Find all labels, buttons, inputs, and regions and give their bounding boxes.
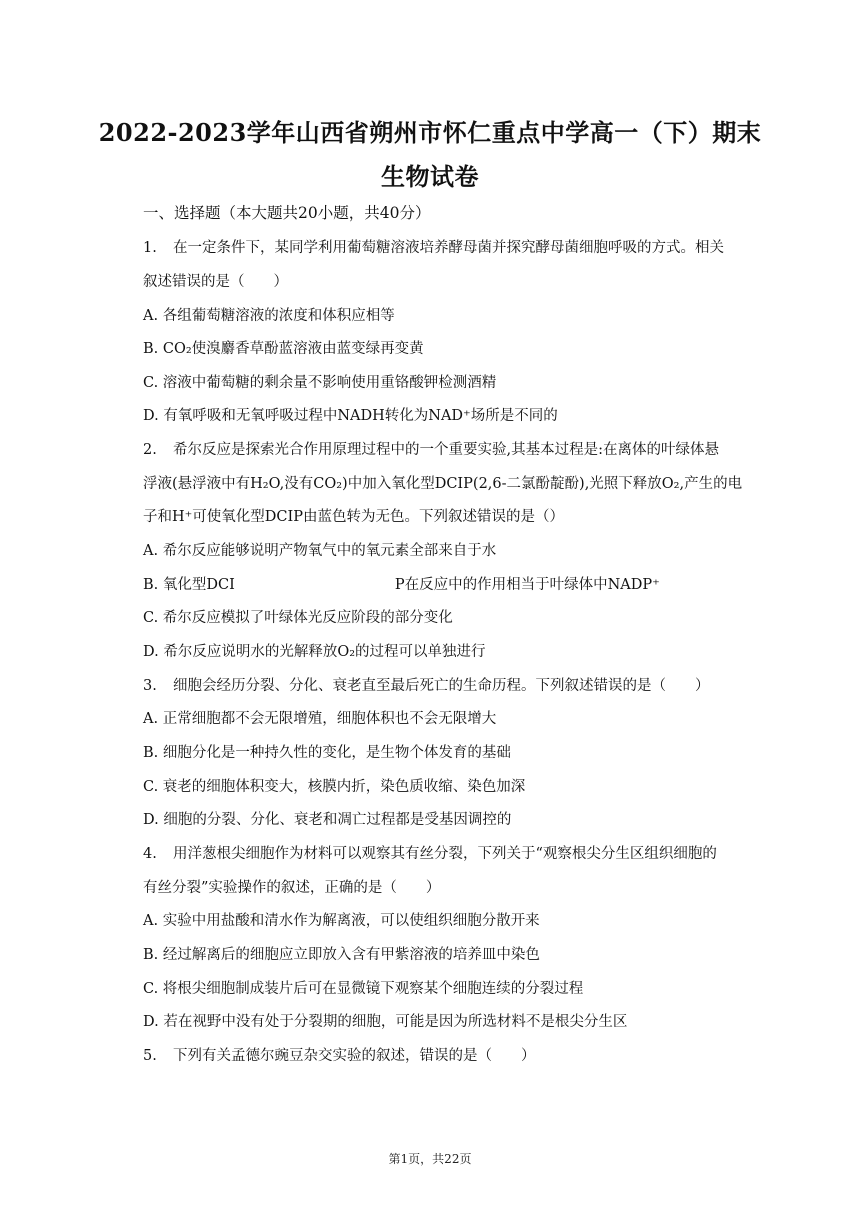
question-text: 在一定条件下，某同学利用葡萄糖溶液培养酵母菌并探究酵母菌细胞呼吸的方式。相关 (173, 240, 724, 256)
question-4-option-c: C. 将根尖细胞制成装片后可在显微镜下观察某个细胞连续的分裂过程 (143, 981, 584, 997)
question-3-option-a: A. 正常细胞都不会无限增殖，细胞体积也不会无限增大 (143, 711, 497, 727)
option-b-part2: P在反应中的作用相当于叶绿体中NADP⁺ (394, 577, 660, 593)
question-1-option-c: C. 溶液中葡萄糖的剩余量不影响使用重铬酸钾检测酒精 (143, 375, 497, 391)
question-4-option-b: B. 经过解离后的细胞应立即放入含有甲紫溶液的培养皿中染色 (143, 947, 540, 963)
question-text: 下列有关孟德尔豌豆杂交实验的叙述，错误的是（ ） (173, 1048, 536, 1064)
page-footer: 第1页，共22页 (388, 1152, 472, 1166)
question-text: 细胞会经历分裂、分化、衰老直至最后死亡的生命历程。下列叙述错误的是（ ） (173, 678, 710, 694)
question-2-stem (143, 440, 763, 460)
question-number: 2. (143, 442, 157, 458)
question-2-option-c: C. 希尔反应模拟了叶绿体光反应阶段的部分变化 (143, 610, 453, 626)
question-2-stem-cont2: 子和H⁺可使氧化型DCIP由蓝色转为无色。下列叙述错误的是（） (143, 509, 565, 525)
question-text: 希尔反应是探索光合作用原理过程中的一个重要实验,其基本过程是:在离体的叶绿体悬 (173, 442, 719, 458)
question-2-option-d: D. 希尔反应说明水的光解释放O₂的过程可以单独进行 (143, 644, 486, 660)
document-title-line1: 2022-2023学年山西省朔州市怀仁重点中学高一（下）期末 (98, 118, 762, 147)
section-heading: 一、选择题（本大题共20小题，共40分） (143, 204, 431, 222)
question-3-option-d: D. 细胞的分裂、分化、衰老和凋亡过程都是受基因调控的 (143, 812, 512, 828)
question-1-option-d: D. 有氧呼吸和无氧呼吸过程中NADH转化为NAD⁺场所是不同的 (143, 408, 558, 424)
question-number: 1. (143, 240, 157, 256)
question-2-option-a: A. 希尔反应能够说明产物氧气中的氧元素全部来自于水 (143, 543, 497, 559)
question-3-option-c: C. 衰老的细胞体积变大，核膜内折，染色质收缩、染色加深 (143, 779, 526, 795)
question-number: 3. (143, 678, 157, 694)
question-4-option-d: D. 若在视野中没有处于分裂期的细胞，可能是因为所选材料不是根尖分生区 (143, 1014, 628, 1030)
question-2-option-b (143, 575, 763, 595)
question-1-option-a: A. 各组葡萄糖溶液的浓度和体积应相等 (143, 308, 395, 324)
question-number: 5. (143, 1048, 157, 1064)
question-4-option-a: A. 实验中用盐酸和清水作为解离液，可以使组织细胞分散开来 (143, 913, 540, 929)
question-1-stem-cont: 叙述错误的是（ ） (143, 274, 288, 290)
question-1-stem (143, 238, 763, 258)
question-1-option-b: B. CO₂使溴麝香草酚蓝溶液由蓝变绿再变黄 (143, 341, 424, 357)
question-number: 4. (143, 846, 157, 862)
option-b-part1: B. 氧化型DCI (143, 577, 235, 593)
question-4-stem (143, 844, 763, 864)
question-2-stem-cont: 浮液(悬浮液中有H₂O,没有CO₂)中加入氧化型DCIP(2,6-二氯酚靛酚),光照下释放O₂,产生的电 (143, 476, 743, 492)
question-3-stem (143, 676, 763, 696)
document-title-line2: 生物试卷 (381, 162, 479, 191)
question-4-stem-cont: 有丝分裂”实验操作的叙述，正确的是（ ） (143, 880, 441, 896)
question-5-stem (143, 1046, 763, 1066)
question-3-option-b: B. 细胞分化是一种持久性的变化，是生物个体发育的基础 (143, 745, 511, 761)
question-text: 用洋葱根尖细胞作为材料可以观察其有丝分裂，下列关于“观察根尖分生区组织细胞的 (173, 846, 717, 862)
